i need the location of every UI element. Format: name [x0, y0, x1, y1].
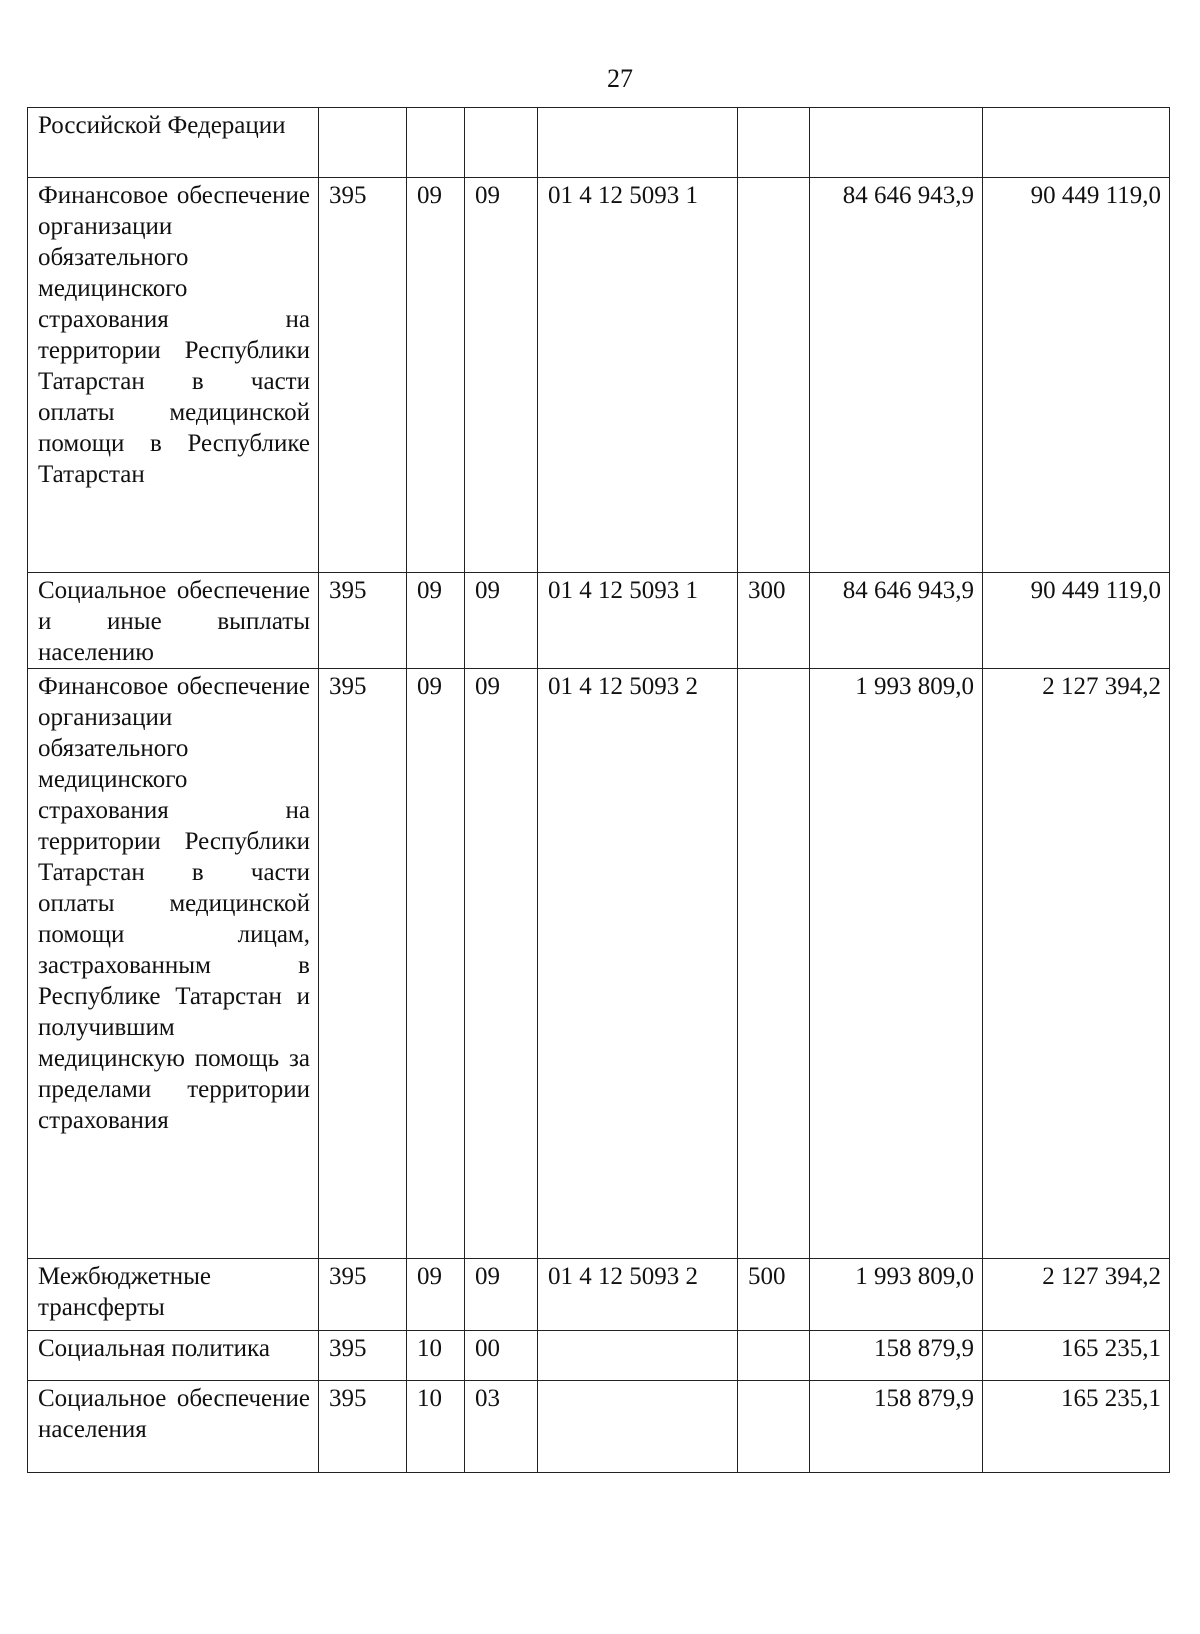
amount-year2-cell: 2 127 394,2: [983, 1259, 1170, 1331]
expense-type-cell: 500: [738, 1259, 810, 1331]
subsection-code-cell: 00: [465, 1331, 538, 1381]
admin-code-cell: 395: [319, 669, 407, 1259]
expense-type-cell: [738, 108, 810, 178]
amount-year1-cell: 84 646 943,9: [810, 573, 983, 669]
amount-year1-cell: [810, 108, 983, 178]
amount-year2-cell: 2 127 394,2: [983, 669, 1170, 1259]
amount-year1-cell: 84 646 943,9: [810, 178, 983, 573]
admin-code-cell: 395: [319, 178, 407, 573]
admin-code-cell: 395: [319, 573, 407, 669]
amount-year2-cell: 90 449 119,0: [983, 573, 1170, 669]
row-name-cell: Социальное обеспечение и иные выплаты населению: [28, 573, 319, 669]
target-article-cell: [538, 108, 738, 178]
section-code-cell: 09: [407, 573, 465, 669]
target-article-cell: [538, 1381, 738, 1473]
subsection-code-cell: 03: [465, 1381, 538, 1473]
table-row: [28, 178, 1170, 573]
row-name-cell: Российской Федерации: [28, 108, 319, 178]
row-name-cell: Межбюджетные трансферты: [28, 1259, 319, 1331]
section-code-cell: 10: [407, 1331, 465, 1381]
amount-year1-cell: 158 879,9: [810, 1381, 983, 1473]
row-name-cell: Социальная политика: [28, 1331, 319, 1381]
admin-code-cell: 395: [319, 1331, 407, 1381]
expense-type-cell: [738, 669, 810, 1259]
section-code-cell: 09: [407, 1259, 465, 1331]
amount-year2-cell: 165 235,1: [983, 1331, 1170, 1381]
page-number: 27: [607, 64, 633, 93]
table-row: [28, 669, 1170, 1259]
subsection-code-cell: 09: [465, 1259, 538, 1331]
admin-code-cell: 395: [319, 1381, 407, 1473]
section-code-cell: 09: [407, 669, 465, 1259]
subsection-code-cell: 09: [465, 178, 538, 573]
expense-type-cell: [738, 1331, 810, 1381]
admin-code-cell: [319, 108, 407, 178]
target-article-cell: 01 4 12 5093 1: [538, 178, 738, 573]
table-row: [28, 108, 1170, 178]
expense-type-cell: 300: [738, 573, 810, 669]
row-name-cell: Финансовое обеспечение организации обязательного медицинского страхования на территории Республики Татарстан в части оплаты медицинской помощи лицам, застрахованным в Республике Татарстан и получившим медицинскую помощь за пределами территории страхования: [28, 669, 319, 1259]
section-code-cell: 09: [407, 178, 465, 573]
row-name-cell: Социальное обеспечение населения: [28, 1381, 319, 1473]
target-article-cell: 01 4 12 5093 2: [538, 669, 738, 1259]
amount-year1-cell: 1 993 809,0: [810, 669, 983, 1259]
section-code-cell: 10: [407, 1381, 465, 1473]
amount-year2-cell: 165 235,1: [983, 1381, 1170, 1473]
amount-year1-cell: 1 993 809,0: [810, 1259, 983, 1331]
section-code-cell: [407, 108, 465, 178]
subsection-code-cell: [465, 108, 538, 178]
amount-year2-cell: 90 449 119,0: [983, 178, 1170, 573]
expense-type-cell: [738, 1381, 810, 1473]
amount-year1-cell: 158 879,9: [810, 1331, 983, 1381]
target-article-cell: [538, 1331, 738, 1381]
target-article-cell: 01 4 12 5093 1: [538, 573, 738, 669]
row-name-cell: Финансовое обеспечение организации обязательного медицинского страхования на территории Республики Татарстан в части оплаты медицинской помощи в Республике Татарстан: [28, 178, 319, 573]
expense-type-cell: [738, 178, 810, 573]
table-row: [28, 573, 1170, 669]
table-row: [28, 1331, 1170, 1381]
admin-code-cell: 395: [319, 1259, 407, 1331]
subsection-code-cell: 09: [465, 573, 538, 669]
table-row: [28, 1381, 1170, 1473]
subsection-code-cell: 09: [465, 669, 538, 1259]
table-row: [28, 1259, 1170, 1331]
amount-year2-cell: [983, 108, 1170, 178]
target-article-cell: 01 4 12 5093 2: [538, 1259, 738, 1331]
budget-table: [27, 107, 1170, 1473]
